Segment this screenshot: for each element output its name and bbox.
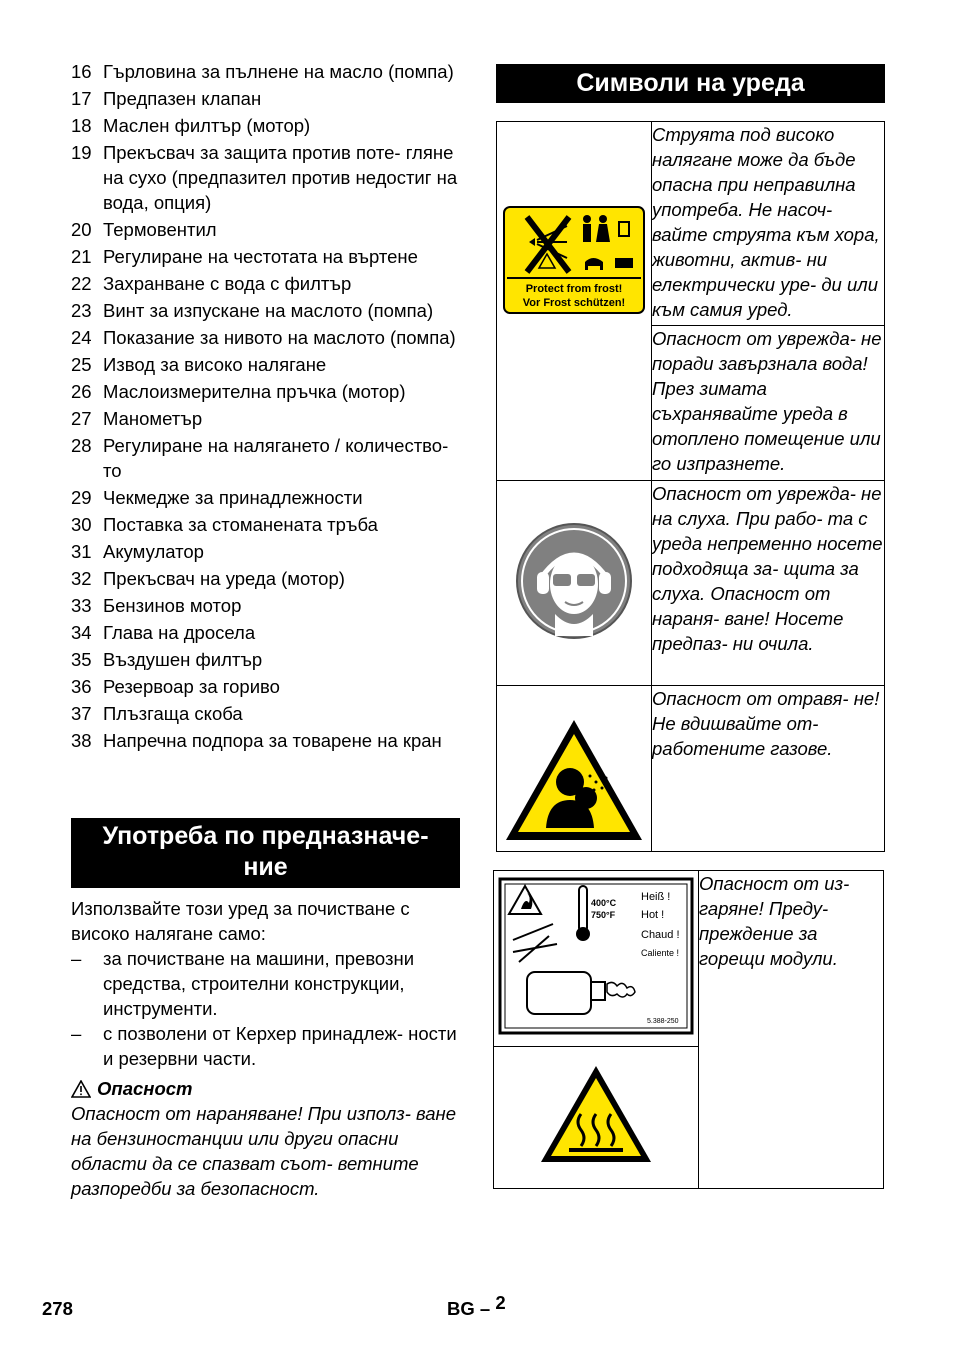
exhaust-warning-text: Опасност от отравя- не! Не вдишвайте от- работените газове.: [652, 686, 885, 852]
part-name: Извод за високо налягане: [103, 354, 327, 375]
part-number: 27: [71, 408, 92, 429]
list-item: [71, 593, 466, 618]
jet-frost-sign-cell: [497, 122, 652, 481]
hot-temp-f: 750°F: [591, 910, 616, 920]
footer-section-number: 2: [495, 1292, 506, 1313]
part-number: 18: [71, 115, 92, 136]
hot-word-de: Heiß !: [641, 891, 671, 903]
part-number: 36: [71, 676, 92, 697]
list-item: [71, 433, 466, 483]
hot-word-fr: Chaud !: [641, 929, 680, 941]
part-name: Напречна подпора за товарене на кран: [103, 730, 442, 751]
warning-text: Опасност от нараняване! При използ- ване на бензиностанции или други опасни области да се спазват съот- ветните разпоредби за безопасност.: [71, 1103, 457, 1199]
part-name: Манометър: [103, 408, 203, 429]
list-item: [71, 217, 466, 242]
list-item: [71, 674, 466, 699]
hot-word-en: Hot !: [641, 909, 665, 921]
list-item: [71, 701, 466, 726]
list-item: [71, 113, 466, 138]
part-name: Маслен филтър (мотор): [103, 115, 311, 136]
list-item: [71, 566, 466, 591]
part-name: Регулиране на честотата на въртене: [103, 246, 418, 267]
part-number: 28: [71, 435, 92, 456]
part-name: Гърловина за пълнене на масло (помпа): [103, 61, 454, 82]
hot-part-number: 5.388-250: [647, 1018, 679, 1025]
list-item: [71, 379, 466, 404]
list-item: [71, 485, 466, 510]
device-symbols-heading: Символи на уреда: [496, 64, 885, 103]
part-name: Резервоар за гориво: [103, 676, 280, 697]
part-name: Глава на дросела: [103, 622, 256, 643]
part-name: Захранване с вода с филтър: [103, 273, 352, 294]
frost-label-1: Protect from frost!: [525, 283, 623, 295]
list-item: [71, 325, 466, 350]
part-name: Прекъсвач на уреда (мотор): [103, 568, 345, 589]
part-number: 24: [71, 327, 92, 348]
list-item: [71, 1021, 466, 1071]
hot-surface-warning-icon: [539, 1064, 653, 1166]
hot-surface-sticker-icon: [497, 876, 695, 1036]
part-number: 21: [71, 246, 92, 267]
list-item: [71, 728, 466, 753]
part-name: Предпазен клапан: [103, 88, 262, 109]
footer-language: [447, 1292, 506, 1320]
list-item: [71, 140, 466, 215]
intended-use-section: [71, 896, 466, 1201]
part-name: Поставка за стоманената тръба: [103, 514, 378, 535]
list-item: [71, 271, 466, 296]
warning-heading: [71, 1076, 466, 1101]
part-number: 23: [71, 300, 92, 321]
burn-warning-text: Опасност от из- гаряне! Преду- преждение за горещи модули.: [699, 871, 884, 1189]
ear-eye-protection-icon: [515, 522, 633, 640]
use-item-2: с позволени от Керхер принадлеж- ности и резервни части.: [103, 1023, 457, 1069]
hot-word-es: Caliente !: [641, 948, 680, 958]
intended-use-heading: [71, 818, 460, 888]
part-name: Винт за изпускане на маслото (помпа): [103, 300, 434, 321]
dash-bullet: –: [71, 1023, 82, 1044]
intended-use-heading-line1: Употреба по предназначе-: [102, 822, 429, 850]
high-pressure-jet-frost-sign-icon: [497, 122, 651, 322]
part-number: 25: [71, 354, 92, 375]
part-number: 16: [71, 61, 92, 82]
symbols-table: [496, 121, 885, 852]
list-item: [71, 406, 466, 431]
list-item: [71, 59, 466, 84]
part-number: 34: [71, 622, 92, 643]
part-number: 31: [71, 541, 92, 562]
part-number: 30: [71, 514, 92, 535]
part-name: Маслоизмерителна пръчка (мотор): [103, 381, 406, 402]
list-item: [71, 620, 466, 645]
part-number: 17: [71, 88, 92, 109]
frost-label-2: Vor Frost schützen!: [522, 297, 626, 309]
hearing-sign-cell: [497, 481, 652, 686]
part-number: 26: [71, 381, 92, 402]
hot-symbols-table: [493, 870, 884, 1189]
list-item: [71, 244, 466, 269]
part-name: Прекъсвач за защита против поте- гляне на сухо (предпазител против недостиг на вода, опция): [103, 142, 458, 213]
use-item-1: за почистване на машини, превозни средства, строителни конструкции, инструменти.: [103, 948, 415, 1019]
part-number: 38: [71, 730, 92, 751]
intended-use-heading-line2: ние: [243, 853, 288, 881]
hot-sign-cell: [494, 1047, 699, 1189]
list-item: [71, 647, 466, 672]
list-item: [71, 86, 466, 111]
dash-bullet: –: [71, 948, 82, 969]
part-name: Показание за нивото на маслото (помпа): [103, 327, 456, 348]
hot-sticker-cell: [494, 871, 699, 1047]
warning-triangle-icon: [71, 1080, 91, 1098]
parts-list: [71, 59, 466, 755]
exhaust-sign-cell: [497, 686, 652, 852]
part-number: 32: [71, 568, 92, 589]
hearing-warning-text: Опасност от уврежда- не на слуха. При рабо- та с уреда непременно носете подходяща за- щита за слуха. Опасност от нараня- ване! Носете предпаз- ни очила.: [652, 481, 885, 686]
list-item: [71, 352, 466, 377]
part-name: Акумулатор: [103, 541, 204, 562]
list-item: [71, 512, 466, 537]
part-name: Бензинов мотор: [103, 595, 242, 616]
list-item: [71, 539, 466, 564]
intended-use-intro: Използвайте този уред за почистване с високо налягане само:: [71, 898, 410, 944]
exhaust-gas-warning-icon: [502, 716, 646, 846]
part-number: 20: [71, 219, 92, 240]
page-number: 278: [42, 1298, 73, 1319]
list-item: [71, 298, 466, 323]
frost-warning-text: Опасност от уврежда- не поради завързнала вода! През зимата съхранявайте уреда в отоплено помещение или го изпразнете.: [652, 326, 885, 481]
part-number: 33: [71, 595, 92, 616]
part-name: Въздушен филтър: [103, 649, 263, 670]
footer-separator: –: [479, 1298, 491, 1319]
list-item: [71, 946, 466, 1021]
part-number: 29: [71, 487, 92, 508]
part-name: Регулиране на налягането / количество- то: [103, 435, 449, 481]
footer-lang-code: BG: [447, 1298, 475, 1319]
hot-temp-c: 400°C: [591, 898, 617, 908]
part-number: 35: [71, 649, 92, 670]
part-name: Чекмедже за принадлежности: [103, 487, 363, 508]
part-name: Термовентил: [103, 219, 217, 240]
part-number: 22: [71, 273, 92, 294]
warning-label: Опасност: [97, 1078, 193, 1099]
part-name: Плъзгаща скоба: [103, 703, 243, 724]
jet-warning-text: Струята под високо налягане може да бъде опасна при неправилна употреба. Не насоч- вайте струята към хора, животни, актив- ни електрически уре- ди или към самия уред.: [652, 122, 885, 326]
part-number: 19: [71, 142, 92, 163]
part-number: 37: [71, 703, 92, 724]
